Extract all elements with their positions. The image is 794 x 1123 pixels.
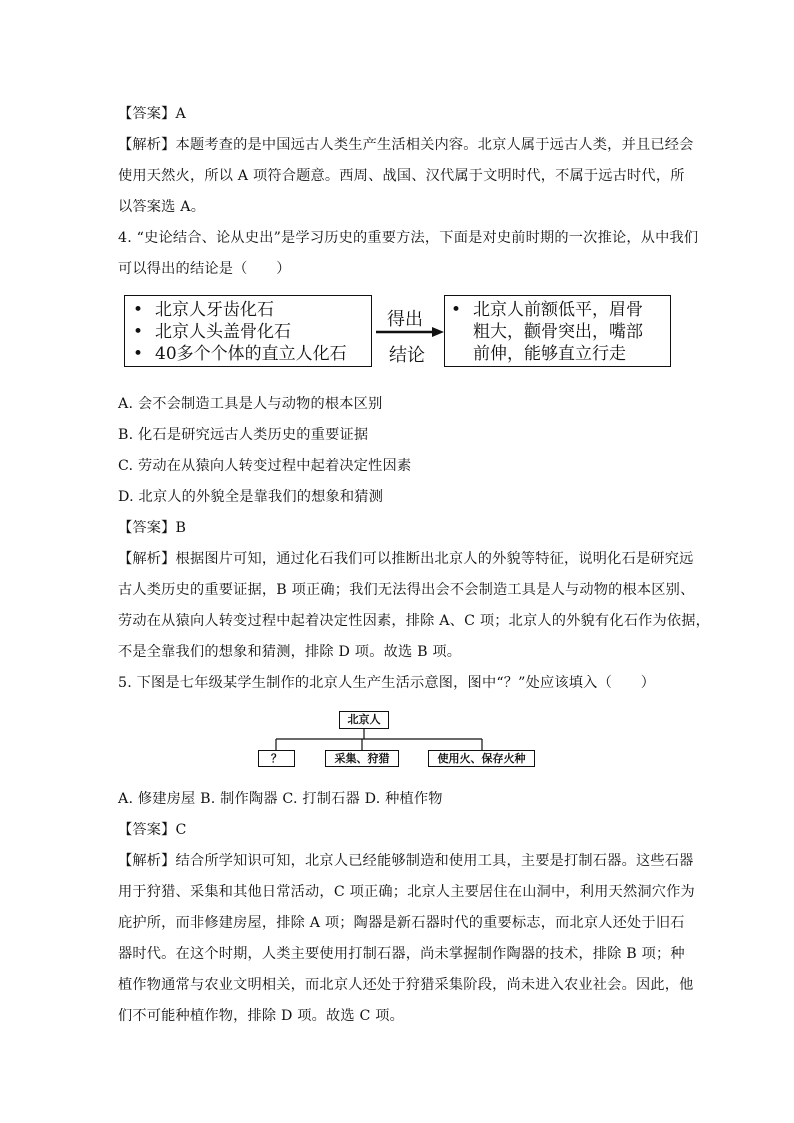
- analysis-q5-line3: 庇护所，而非修建房屋，排除 A 项；陶器是新石器时代的重要标志，而北京人还处于旧石: [118, 915, 685, 931]
- conclusion-line: 北京人前额低平，眉骨: [473, 300, 643, 320]
- right-arrow-icon: [376, 326, 444, 338]
- conclusion-line: 前伸，能够直立行走: [473, 344, 626, 364]
- answer-label-q3: 【答案】A: [118, 106, 186, 122]
- option-d: D. 北京人的外貌全是靠我们的想象和猜测: [118, 489, 384, 505]
- analysis-q3-line3: 以答案选 A。: [118, 199, 206, 215]
- answer-label-q5: 【答案】C: [118, 822, 187, 838]
- tree-node-unknown: ？: [258, 750, 295, 767]
- tree-node-gathering: 采集、狩猎: [325, 750, 399, 767]
- analysis-q3-line1: 【解析】本题考查的是中国远古人类生产生活相关内容。北京人属于远古人类，并且已经会: [118, 137, 694, 153]
- evidence-item: 北京人头盖骨化石: [155, 322, 291, 342]
- analysis-q3-line2: 使用天然火，所以 A 项符合题意。西周、战国、汉代属于文明时代，不属于远古时代，所: [118, 168, 685, 184]
- analysis-q4-line2: 古人类历史的重要证据，B 项正确；我们无法得出会不会制造工具是人与动物的根本区别、: [118, 582, 695, 598]
- question-5-line1: 5. 下图是七年级某学生制作的北京人生产生活示意图，图中“？”处应该填入（ ）: [118, 675, 656, 691]
- analysis-q5-line1: 【解析】结合所学知识可知，北京人已经能够制造和使用工具，主要是打制石器。这些石器: [118, 853, 694, 869]
- analysis-q4-line1: 【解析】根据图片可知，通过化石我们可以推断出北京人的外貌等特征，说明化石是研究远: [118, 551, 694, 567]
- analysis-q4-line3: 劳动在从猿向人转变过程中起着决定性因素，排除 A、C 项；北京人的外貌有化石作为依据，: [118, 613, 711, 629]
- option-b: B. 化石是研究远古人类历史的重要证据: [118, 427, 369, 443]
- evidence-box: [124, 295, 372, 367]
- question-4-line1: 4. “史论结合、论从史出”是学习历史的重要方法，下面是对史前时期的一次推论，从中我们: [118, 230, 699, 246]
- option-c: C. 劳动在从猿向人转变过程中起着决定性因素: [118, 458, 412, 474]
- analysis-q5-line6: 们不可能种植作物，排除 D 项。故选 C 项。: [118, 1008, 405, 1024]
- analysis-q4-line4: 不是全靠我们的想象和猜测，排除 D 项。故选 B 项。: [118, 644, 462, 660]
- arrow-label-bottom: 结论: [389, 345, 425, 366]
- bullet-icon: •: [133, 344, 144, 364]
- tree-root-node: 北京人: [339, 711, 389, 729]
- evidence-item: 40多个个体的直立人化石: [155, 344, 347, 364]
- analysis-q5-line4: 器时代。在这个时期，人类主要使用打制石器，尚未掌握制作陶器的技术，排除 B 项；种: [118, 946, 685, 962]
- bullet-icon: •: [451, 300, 462, 320]
- conclusion-line: 粗大，颧骨突出，嘴部: [473, 322, 643, 342]
- analysis-q5-line5: 植作物通常与农业文明相关，而北京人还处于狩猎采集阶段，尚未进入农业社会。因此，他: [118, 977, 694, 993]
- bullet-icon: •: [133, 300, 144, 320]
- conclusion-box: [444, 295, 671, 367]
- tree-node-fire: 使用火、保存火种: [428, 750, 535, 767]
- question-5-options: A. 修建房屋 B. 制作陶器 C. 打制石器 D. 种植作物: [118, 791, 443, 807]
- arrow-label-top: 得出: [387, 309, 423, 330]
- evidence-item: 北京人牙齿化石: [155, 300, 274, 320]
- analysis-q5-line2: 用于狩猎、采集和其他日常活动，C 项正确；北京人主要居住在山洞中，利用天然洞穴作为: [118, 884, 695, 900]
- bullet-icon: •: [133, 322, 144, 342]
- option-a: A. 会不会制造工具是人与动物的根本区别: [118, 396, 383, 412]
- answer-label-q4: 【答案】B: [118, 520, 187, 536]
- question-4-line2: 可以得出的结论是（ ）: [118, 261, 291, 277]
